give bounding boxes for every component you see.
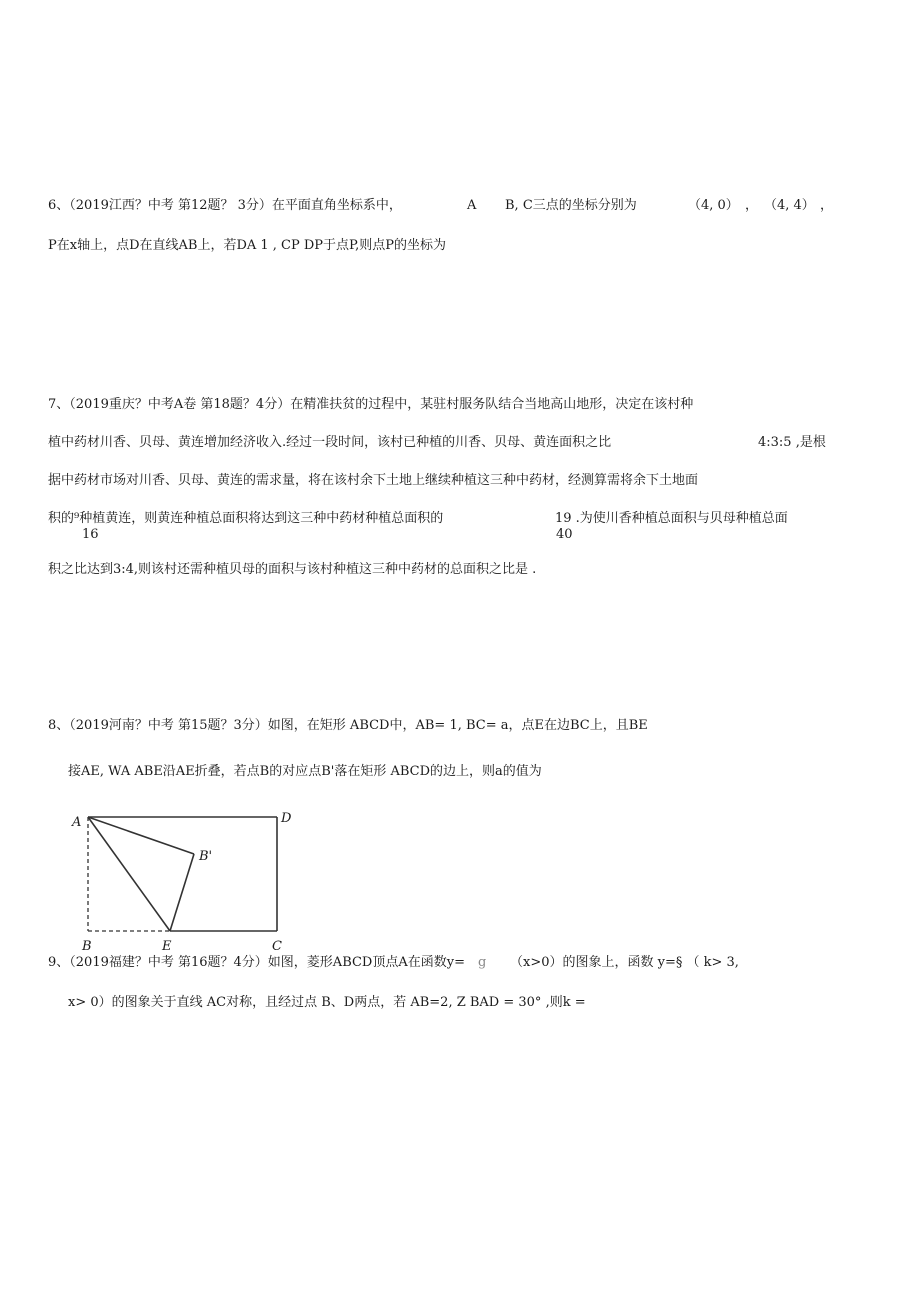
q6-line1-g: ， xyxy=(820,198,834,213)
q7-line2b: 4:3:5 ,是根 xyxy=(758,435,826,450)
q7-line1: 7、（2019重庆？中考A卷 第18题？4分）在精准扶贫的过程中，某驻村服务队结合当地高山地形，决定在该村种 xyxy=(48,397,694,412)
label-C: C xyxy=(272,939,282,954)
q7-line4b: 19 .为使川香种植总面积与贝母种植总面 xyxy=(555,511,788,526)
q6-line1-c: B, C三点的坐标分别为 xyxy=(505,198,637,213)
q7-fraction-denominator-40: 40 xyxy=(556,527,573,542)
q7-line5: 积之比达到3:4,则该村还需种植贝母的面积与该村种植这三种中药材的总面积之比是 . xyxy=(48,562,537,577)
segment-AB-prime xyxy=(88,817,194,854)
q6-line1-f: （4, 4） xyxy=(764,198,815,213)
segment-B-prime-E xyxy=(170,854,194,931)
q9-line1b: （x>0）的图象上，函数 y=§ （ k> 3, xyxy=(510,955,739,970)
q6-line1-d: （4, 0） xyxy=(688,198,739,213)
q9-line1a: 9、（2019福建？中考 第16题？4分）如图，菱形ABCD顶点A在函数y= xyxy=(48,955,465,970)
rectangle-fold-figure xyxy=(60,804,310,954)
q9-line1-g: g xyxy=(478,955,487,970)
segment-AE xyxy=(88,817,170,931)
label-D: D xyxy=(281,811,292,826)
label-B: B xyxy=(82,939,92,954)
q6-line1-a: 6、（2019江西？中考 第12题？ 3分）在平面直角坐标系中， xyxy=(48,198,402,213)
q7-line2a: 植中药材川香、贝母、黄连增加经济收入.经过一段时间，该村已种植的川香、贝母、黄连面积之比 xyxy=(48,435,612,450)
q7-line3: 据中药材市场对川香、贝母、黄连的需求量，将在该村余下土地上继续种植这三种中药材，经测算需将余下土地面 xyxy=(48,473,699,488)
q8-line1: 8、（2019河南？中考 第15题？3分）如图，在矩形 ABCD中，AB= 1, BC= a，点E在边BC上，且BE xyxy=(48,718,648,733)
q6-line1-e: ， xyxy=(745,198,759,213)
q8-line2: 接AE, WA ABE沿AE折叠，若点B的对应点B'落在矩形 ABCD的边上，则a的值为 xyxy=(68,764,542,779)
q6-line1-b: A xyxy=(467,198,477,213)
label-B-prime: B' xyxy=(199,849,213,864)
q7-line4a: 积的⁹种植黄连，则黄连种植总面积将达到这三种中药材种植总面积的 xyxy=(48,511,444,526)
q7-fraction-denominator-16: 16 xyxy=(82,527,99,542)
label-A: A xyxy=(72,815,82,830)
q6-line2: P在x轴上，点D在直线AB上，若DA 1 , CP DP于点P,则点P的坐标为 xyxy=(48,238,447,253)
label-E: E xyxy=(162,939,172,954)
q9-line2: x> 0）的图象关于直线 AC对称，且经过点 B、D两点，若 AB=2, Z BAD = 30° ,则k = xyxy=(68,995,586,1010)
